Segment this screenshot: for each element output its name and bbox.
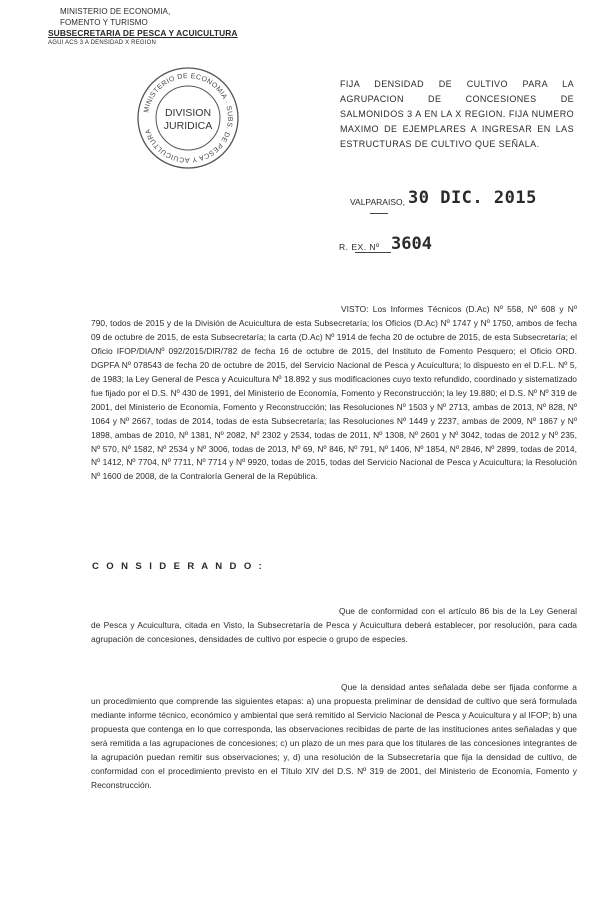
- resolution-number-row: [339, 234, 459, 258]
- visto-lead: VISTO:: [341, 304, 369, 314]
- date-row: [350, 188, 590, 212]
- considerando-2-lead: Que la densidad antes señalada debe ser: [341, 682, 506, 692]
- considerando-heading: C O N S I D E R A N D O :: [92, 561, 265, 572]
- reference-code: AGUI ACS 3 A DENSIDAD X REGION: [48, 40, 157, 46]
- date-place: VALPARAISO,: [350, 197, 405, 207]
- considerando-paragraph-1: [91, 605, 577, 647]
- division-juridica-seal: [136, 66, 240, 170]
- resolution-underline: [355, 252, 391, 253]
- seal-ring-text: MINISTERIO DE ECONOMIA · SUBS. DE PESCA Y ACUICULTURA: [143, 72, 234, 164]
- date-underline: [370, 213, 388, 214]
- ministry-line-1: MINISTERIO DE ECONOMIA,: [60, 7, 171, 16]
- ministry-line-2: FOMENTO Y TURISMO: [60, 18, 148, 27]
- resolution-number: 3604: [391, 234, 432, 254]
- letterhead: [48, 6, 248, 48]
- resolution-label: R. EX. Nº: [339, 242, 380, 252]
- considerando-paragraph-2: [91, 681, 577, 793]
- considerando-2-text: fijada conforme a un procedimiento que comprende las siguientes etapas: a) una propuesta preliminar de densidad de cultivo que será formulada mediante informe técnico, económico y ambiental que será remitido al Servicio Nacional de Pesca y Acuicultura y al IFOP; b) una propuesta que contenga en lo que corresponda, las observaciones recibidas de parte de las instituciones antes señaladas y que será remitida a las agrupaciones de concesiones; c) un plazo de un mes para que los titulares de las concesiones integrantes de la agrupación puedan remitir sus observaciones; y, d) una resolución de la Subsecretaría que fija la densidad de cultivo, de conformidad con el procedimiento previsto en el Título XIV del D.S. Nº 319 de 2001, del Ministerio de Economía, Fomento y Reconstrucción.: [91, 682, 577, 790]
- subsecretaria-name: SUBSECRETARIA DE PESCA Y ACUICULTURA: [48, 28, 238, 38]
- visto-paragraph: [91, 303, 577, 484]
- visto-text: Los Informes Técnicos (D.Ac) Nº 558, Nº 608 y Nº 790, todos de 2015 y de la División de Acuicultura de esta Subsecretaría; los Oficios (D.Ac) Nº 1747 y Nº 1750, ambos de fecha 09 de octubre de 2015, de esta Subsecretaría; la carta (D.Ac) Nº 1914 de fecha 20 de octubre de 2015, de esta Subsecretaría; el Oficio IFOP/DIA/Nº 092/2015/DIR/782 de fecha 16 de octubre de 2015, del Instituto de Fomento Pesquero; el Oficio ORD. DGPFA Nº 078543 de fecha 20 de octubre de 2015, del Servicio Nacional de Pesca y Acuicultura; lo dispuesto en el D.F.L. Nº 5, de 1983; la Ley General de Pesca y Acuicultura Nº 18.892 y sus modificaciones cuyo texto refundido, coordinado y sistematizado fue fijado por el D.S. Nº 430 de 1991, del Ministerio de Economía, Fomento y Reconstrucción; la ley 19.880; el D.S. Nº Nº 319 de 2001, del Ministerio de Economía, Fomento y Reconstrucción; las Resoluciones Nº 1503 y Nº 2713, ambas de 2013, Nº 828, Nº 1064 y Nº 2667, todas de 2014, todas de esta Subsecretaría; las Resoluciones Nº 1449 y 2237, ambas de 2009, Nº 1867 y Nº 1898, ambas de 2010, Nº 1381, Nº 2082, Nº 2302 y 2534, todas de 2011, Nº 1308, Nº 2601 y Nº 3042, todas de 2012 y Nº 235, Nº 570, Nº 1582, Nº 2534 y Nº 3006, todas de 2013, Nº 69, Nº 846, Nº 791, Nº 1406, Nº 1854, Nº 2846, Nº 2899, todas de 2014, Nº 1412, Nº 7704, Nº 7711, Nº 7714 y Nº 9920, todas de 2015, todas del Servicio Nacional de Pesca y Acuicultura; la Resolución Nº 1600 de 2008, de la Contraloría General de la República.: [91, 304, 577, 482]
- date-stamp: 30 DIC. 2015: [408, 188, 537, 208]
- resolution-summary: FIJA DENSIDAD DE CULTIVO PARA LA AGRUPACION DE CONCESIONES DE SALMONIDOS 3 A EN LA X REGION. FIJA NUMERO MAXIMO DE EJEMPLARES A INGRESAR EN LAS ESTRUCTURAS DE CULTIVO QUE SEÑALA.: [340, 79, 574, 149]
- considerando-1-lead: Que de conformidad con el artículo 86 bis de: [339, 606, 517, 616]
- seal-center-line-2: JURIDICA: [163, 120, 213, 132]
- seal-center-line-1: DIVISION: [164, 107, 212, 119]
- considerando-1-text: la Ley General de Pesca y Acuicultura, citada en Visto, la Subsecretaría de Pesca y Acuicultura deberá establecer, por resolución, para cada agrupación de concesiones, densidades de cultivo por especie o grupo de especies.: [91, 606, 577, 644]
